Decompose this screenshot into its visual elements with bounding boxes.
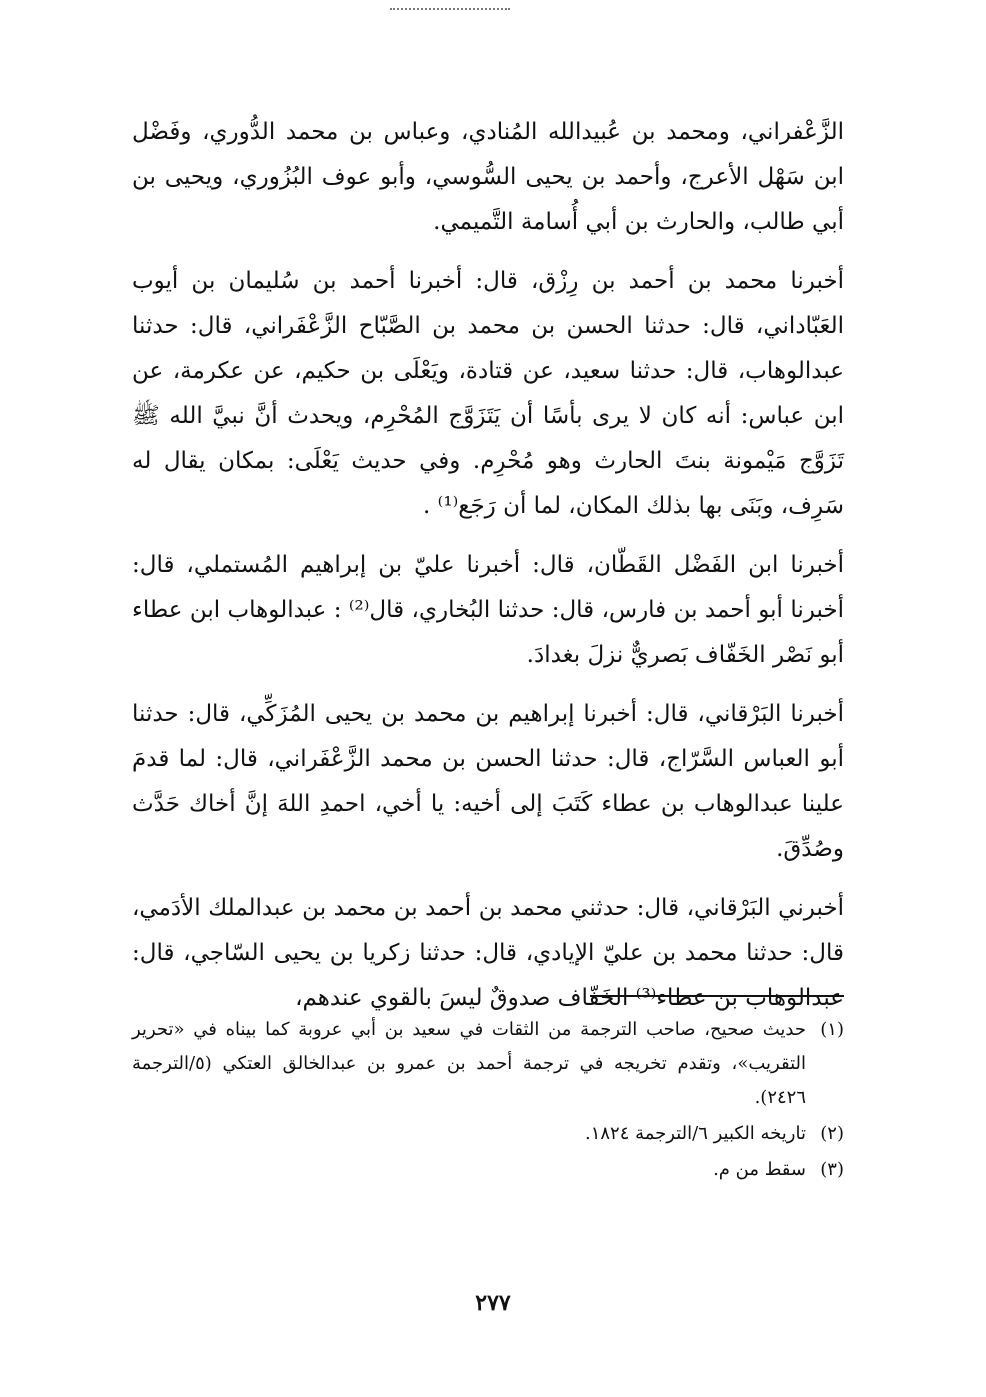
paragraph-2	[132, 259, 844, 529]
paragraph-text: أخبرنا البَرْقاني، قال: أخبرنا إبراهيم بن محمد بن يحيى المُزَكِّي، قال: حدثنا أبو العباس السَّرّاج، قال: حدثنا الحسن بن محمد الزَّعْفَراني، قال: لما قدمَ علينا عبدالوهاب بن عطاء كَتَبَ إلى أخيه: يا أخي، احمدِ اللهَ إنَّ أخاك حَدَّث وصُدِّقَ.	[132, 701, 844, 862]
paragraph-3	[132, 543, 844, 678]
top-edge-mark	[390, 8, 510, 13]
paragraph-text: أخبرنا ابن الفَضْل القَطّان، قال: أخبرنا عليّ بن إبراهيم المُستملي، قال: أخبرنا أبو أحمد بن فارس، قال: حدثنا البُخاري، قال⁽²⁾ : عبدالوهاب ابن عطاء أبو نَصْر الخَفّاف بَصريٌّ نزلَ بغدادَ.	[132, 552, 844, 668]
paragraph-4	[132, 692, 844, 872]
footnote-text: حديث صحيح، صاحب الترجمة من الثقات في سعيد بن أبي عروبة كما بيناه في «تحرير التقريب»، وتقدم تخريجه في ترجمة أحمد بن عمرو بن عبدالخالق العتكي (٥/الترجمة ٢٤٢٦).	[132, 1019, 806, 1108]
page-number: ٢٧٧	[475, 1290, 511, 1316]
footnote-2	[132, 1117, 844, 1151]
footnote-1	[132, 1013, 844, 1115]
footnote-number: (٢)	[820, 1123, 844, 1144]
footnotes	[132, 1013, 844, 1189]
paragraph-text: أخبرنا محمد بن أحمد بن رِزْق، قال: أخبرنا أحمد بن سُليمان بن أيوب العَبّاداني، قال: حدثنا الحسن بن محمد بن الصَّبّاح الزَّعْفَراني، قال: حدثنا عبدالوهاب، قال: حدثنا سعيد، عن قتادة، ويَعْلَى بن حكيم، عن عكرمة، عن ابن عباس: أنه كان لا يرى بأسًا أن يَتَزَوَّج المُحْرِم، ويحدث أنَّ نبيَّ الله ﷺ تَزَوَّج مَيْمونة بنتَ الحارث وهو مُحْرِم. وفي حديث يَعْلَى: بمكان يقال له سَرِف، وبَنَى بها بذلك المكان، لما أن رَجَع⁽¹⁾ .	[132, 268, 844, 519]
paragraph-1	[132, 110, 844, 245]
footnote-text: سقط من م.	[713, 1159, 806, 1180]
paragraph-text: الزَّعْفراني، ومحمد بن عُبيدالله المُنادي، وعباس بن محمد الدُّوري، وفَضْل ابن سَهْل الأعرج، وأحمد بن يحيى السُّوسي، وأبو عوف البُزُوري، ويحيى بن أبي طالب، والحارث بن أبي أُسامة التَّميمي.	[132, 119, 844, 235]
footnote-separator	[590, 995, 844, 997]
footnote-3	[132, 1153, 844, 1187]
footnote-number: (٣)	[820, 1159, 844, 1180]
footnote-text: تاريخه الكبير ٦/الترجمة ١٨٢٤.	[584, 1123, 806, 1144]
paragraph-text: أخبرني البَرْقاني، قال: حدثني محمد بن أحمد بن محمد بن عبدالملك الأدَمي، قال: حدثنا محمد بن عليّ الإيادي، قال: حدثنا زكريا بن يحيى السّاجي، قال: عبدالوهاب بن عطاء⁽³⁾ الخَفّاف صدوقٌ ليسَ بالقوي عندهم،	[132, 895, 844, 1011]
paragraph-5	[132, 886, 844, 1021]
main-text	[132, 110, 844, 1035]
footnote-number: (١)	[820, 1019, 844, 1040]
